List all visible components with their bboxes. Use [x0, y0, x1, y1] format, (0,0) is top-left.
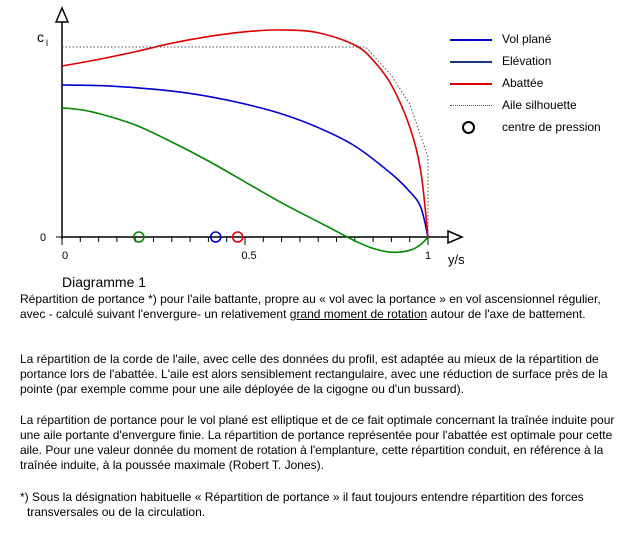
paragraph-2: [20, 352, 620, 397]
legend-item-vol-plane: [450, 28, 640, 50]
y-tick-label: 0: [40, 232, 47, 244]
x-tick-label: 0: [62, 250, 69, 262]
paragraph-1: [20, 292, 620, 322]
legend-label: Aile silhouette: [502, 98, 577, 112]
paragraph-1-text-b: autour de l'axe de battement.: [427, 307, 586, 321]
legend-swatch-aile-silhouette: [450, 105, 492, 106]
legend-item-abattee: [450, 72, 640, 94]
legend-item-elevation: [450, 50, 640, 72]
legend-swatch-abattee: [450, 83, 492, 85]
legend-label: centre de pression: [502, 120, 601, 134]
legend-item-centre-de-pression: [450, 116, 640, 138]
x-axis-label: y/s: [448, 252, 465, 267]
x-tick-label: 1: [424, 250, 432, 262]
grand-moment-link[interactable]: grand moment de rotation: [289, 307, 428, 321]
y-axis-arrow: [56, 8, 68, 22]
paragraph-3: [20, 413, 620, 473]
y-axis-label-sub: l: [46, 38, 48, 48]
series-abattee: [62, 30, 428, 237]
legend: [450, 28, 640, 138]
diagram-title: Diagramme 1: [62, 274, 147, 290]
series-vol-plane: [62, 85, 428, 237]
x-tick-label: 0.5: [241, 250, 257, 262]
legend-label: Elévation: [502, 54, 552, 68]
series-elevation: [62, 108, 428, 252]
x-axis-arrow: [448, 231, 462, 243]
legend-swatch-elevation: [450, 61, 492, 63]
paragraph-2-text: La répartition de la corde de l'aile, avec celle des données du profil, est adaptée au mieux de la répartition de portance lors de l'abattée. L'aile est alors sensiblement rectangulaire, avec une réduction de surface près de la pointe (par exemple comme pour une aile déployée de la cigogne ou d'un bussard).: [20, 352, 608, 396]
legend-label: Abattée: [502, 76, 544, 90]
footnote-text: *) Sous la désignation habituelle « Répartition de portance » il faut toujours entendre répartition des forces transversales ou de la circulation.: [20, 490, 584, 519]
legend-item-aile-silhouette: [450, 94, 640, 116]
legend-swatch-vol-plane: [450, 39, 492, 41]
circle-icon: [462, 121, 475, 134]
series-aile-silhouette: [62, 47, 428, 237]
paragraph-3-text: La répartition de portance pour le vol plané est elliptique et de ce fait optimale concernant la traînée induite pour une aile portante d'envergure finie. La répartition de portance représentée pour l'abattée est optimale pour cette aile. Pour une valeur donnée du moment de rotation à l'emplanture, cette répartition conduit, en référence à la traînée induite, à la poussée maximale (Robert T. Jones).: [20, 413, 615, 472]
footnote: [20, 490, 627, 520]
legend-label: Vol plané: [502, 32, 552, 46]
y-axis-label: c: [37, 29, 44, 45]
paragraph-1-text-a: Répartition de portance *) pour l'aile battante, propre au « vol avec la portance » en vol ascensionnel régulier, avec - calculé suivant l'envergure- un relativement: [20, 292, 601, 321]
